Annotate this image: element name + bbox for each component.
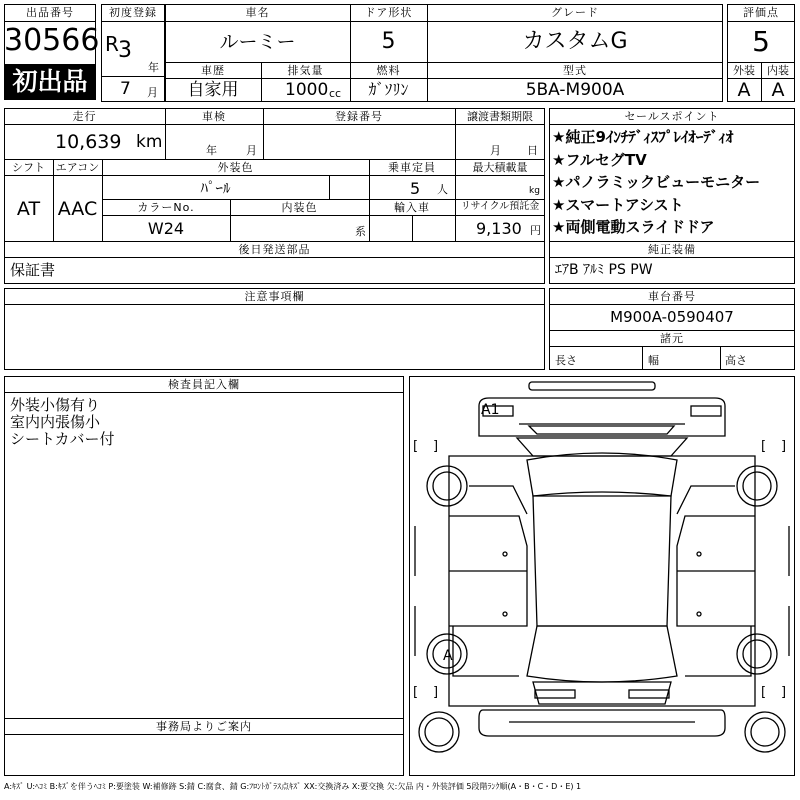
transfer-month-unit: 月 — [490, 144, 501, 157]
fuel: ｶﾞｿﾘﾝ — [368, 80, 409, 99]
model: 5BA-M900A — [525, 80, 625, 100]
month-unit: 月 — [147, 86, 158, 99]
bracket-right-top: [ — [761, 439, 767, 454]
sales-points-label: セールスポイント — [624, 110, 720, 123]
equipment: ｴｱB ｱﾙﾐ PS PW — [555, 262, 653, 278]
max-load-label: 最大積載量 — [472, 161, 528, 174]
model-label: 型式 — [563, 64, 587, 77]
bracket-left-top: [ — [413, 439, 419, 454]
history-label: 車歴 — [201, 64, 225, 77]
mileage-unit: km — [136, 132, 163, 152]
car-name-label: 車名 — [245, 6, 270, 19]
first-reg-label: 初度登録 — [109, 6, 157, 19]
capacity-unit: 人 — [437, 183, 448, 196]
aircon-label: エアコン — [55, 161, 100, 174]
transfer-doc-label: 譲渡書類期限 — [467, 110, 533, 123]
lot-no: 30566 — [4, 23, 100, 58]
recycle-unit: 円 — [530, 224, 541, 237]
caution-label: 注意事項欄 — [244, 290, 305, 303]
recycle-amount: 9,130 — [476, 219, 522, 238]
sales-point-3: ★パノラミックビューモニター — [552, 173, 761, 191]
car-diagram — [409, 376, 795, 776]
bracket-right-bottom-close: ] — [781, 685, 787, 700]
displacement-unit: cc — [329, 87, 342, 100]
history: 自家用 — [187, 80, 239, 100]
ext-color-label: 外装色 — [217, 161, 254, 174]
import-label: 輸入車 — [394, 201, 430, 214]
max-load-unit: kg — [529, 186, 540, 196]
score: 5 — [752, 25, 770, 58]
exterior-score: A — [737, 79, 751, 101]
sales-point-2: ★フルセグTV — [552, 151, 647, 169]
fuel-label: 燃料 — [376, 64, 401, 77]
year-unit: 年 — [148, 61, 159, 74]
inspector-line-2: 室内内張傷小 — [10, 413, 101, 431]
later-parts-label: 後日発送部品 — [238, 243, 311, 256]
length-label: 長さ — [555, 354, 577, 367]
ext-color: ﾊﾟｰﾙ — [200, 179, 231, 197]
car-name: ルーミー — [219, 31, 296, 53]
transfer-day-unit: 日 — [527, 144, 538, 157]
bracket-left-top-close: ] — [433, 439, 439, 454]
aircon: AAC — [57, 198, 98, 220]
damage-mark-a1: A1 — [481, 402, 500, 418]
bracket-left-bottom: [ — [413, 685, 419, 700]
damage-mark-a: A — [443, 648, 453, 664]
mileage-label: 走行 — [72, 110, 97, 123]
chassis-label: 車台番号 — [648, 290, 696, 303]
lot-no-label: 出品番号 — [26, 6, 74, 19]
mileage: 10,639 — [55, 131, 122, 153]
era: R — [105, 32, 119, 56]
inspector-line-3: シートカバー付 — [10, 430, 115, 448]
shift-label: シフト — [12, 161, 45, 174]
grade-label: グレード — [551, 6, 599, 19]
interior-label: 内装 — [767, 64, 789, 77]
chassis-number: M900A-0590407 — [610, 308, 734, 326]
first-reg-year: 3 — [118, 38, 132, 63]
later-parts: 保証書 — [10, 261, 56, 279]
first-reg-month: 7 — [120, 79, 131, 99]
width-label: 幅 — [648, 354, 659, 367]
sales-point-5: ★両側電動スライドドア — [552, 218, 715, 236]
grade: カスタムG — [522, 29, 628, 54]
sales-point-4: ★スマートアシスト — [552, 196, 684, 214]
bracket-right-bottom: [ — [761, 685, 767, 700]
int-color-unit: 系 — [355, 225, 366, 238]
sales-point-1: ★純正9ｲﾝﾁﾃﾞｨｽﾌﾟﾚｲｵｰﾃﾞｨｵ — [552, 128, 734, 146]
door: 5 — [381, 29, 396, 54]
int-color-label: 内装色 — [281, 201, 318, 214]
inspection-year-unit: 年 — [206, 144, 217, 157]
legend: A:ｷｽﾞ U:ﾍｺﾐ B:ｷｽﾞを伴うﾍｺﾐ P:要塗装 W:補修跡 S:錆 C:腐食、錆 G:ﾌﾛﾝﾄｶﾞﾗｽ点ｷｽﾞ XX:交換済み X:要交換 欠:欠品 内・外装評価 5段階ﾗﾝｸ順(A・B・C・D・E) 1 — [4, 782, 582, 791]
inspector-line-1: 外装小傷有り — [10, 396, 101, 414]
interior-score: A — [771, 79, 785, 101]
office-notice-label: 事務局よりご案内 — [156, 720, 252, 733]
color-no: W24 — [147, 219, 185, 238]
recycle-label: リサイクル預託金 — [460, 201, 540, 212]
first-listing-text: 初出品 — [12, 67, 88, 96]
inspector-label: 検査員記入欄 — [168, 378, 240, 391]
bracket-right-top-close: ] — [781, 439, 787, 454]
capacity: 5 — [410, 179, 421, 198]
equipment-label: 純正装備 — [648, 243, 696, 256]
color-no-label: カラーNo. — [137, 201, 195, 214]
score-label: 評価点 — [743, 6, 779, 19]
bracket-left-bottom-close: ] — [433, 685, 439, 700]
displacement-label: 排気量 — [287, 64, 324, 77]
inspection-label: 車検 — [202, 110, 226, 123]
capacity-label: 乗車定員 — [388, 161, 436, 174]
exterior-label: 外装 — [733, 64, 755, 77]
door-label: ドア形状 — [364, 6, 413, 19]
shift: AT — [16, 198, 41, 220]
reg-no-label: 登録番号 — [335, 110, 383, 123]
inspection-month-unit: 月 — [246, 144, 257, 157]
dims-label: 諸元 — [660, 332, 684, 345]
displacement: 1000 — [285, 80, 329, 100]
height-label: 高さ — [725, 354, 747, 367]
